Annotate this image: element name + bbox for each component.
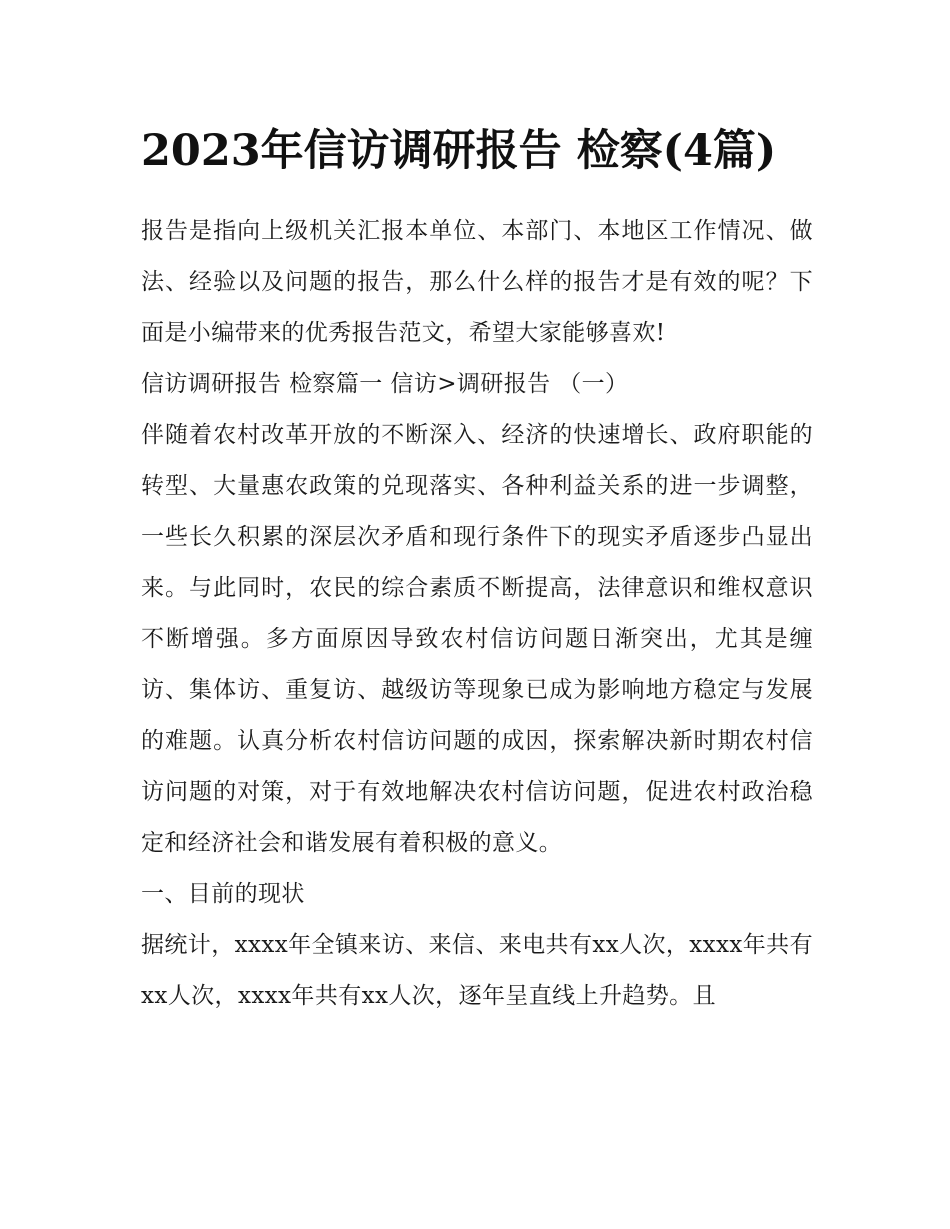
document-paragraphs — [141, 206, 813, 1022]
intro-paragraph: 报告是指向上级机关汇报本单位、本部门、本地区工作情况、做法、经验以及问题的报告，那么什么样的报告才是有效的呢？下面是小编带来的优秀报告范文，希望大家能够喜欢! — [141, 218, 813, 346]
document-body — [141, 118, 813, 1022]
section-heading-current-status: 一、目前的现状 — [141, 881, 305, 907]
background-paragraph: 伴随着农村改革开放的不断深入、经济的快速增长、政府职能的转型、大量惠农政策的兑现落实、各种利益关系的进一步调整，一些长久积累的深层次矛盾和现行条件下的现实矛盾逐步凸显出来。与此同时，农民的综合素质不断提高，法律意识和维权意识不断增强。多方面原因导致农村信访问题日渐突出，尤其是缠访、集体访、重复访、越级访等现象已成为影响地方稳定与发展的难题。认真分析农村信访问题的成因，探索解决新时期农村信访问题的对策，对于有效地解决农村信访问题，促进农村政治稳定和经济社会和谐发展有着积极的意义。 — [141, 422, 813, 856]
statistics-paragraph: 据统计，xxxx年全镇来访、来信、来电共有xx人次，xxxx年共有xx人次，xxxx年共有xx人次，逐年呈直线上升趋势。且 — [141, 932, 813, 1009]
document-title: 2023年信访调研报告 检察(4篇) — [141, 126, 777, 176]
section-heading-part-one: 信访调研报告 检察篇一 信访>调研报告 （一） — [141, 371, 629, 397]
